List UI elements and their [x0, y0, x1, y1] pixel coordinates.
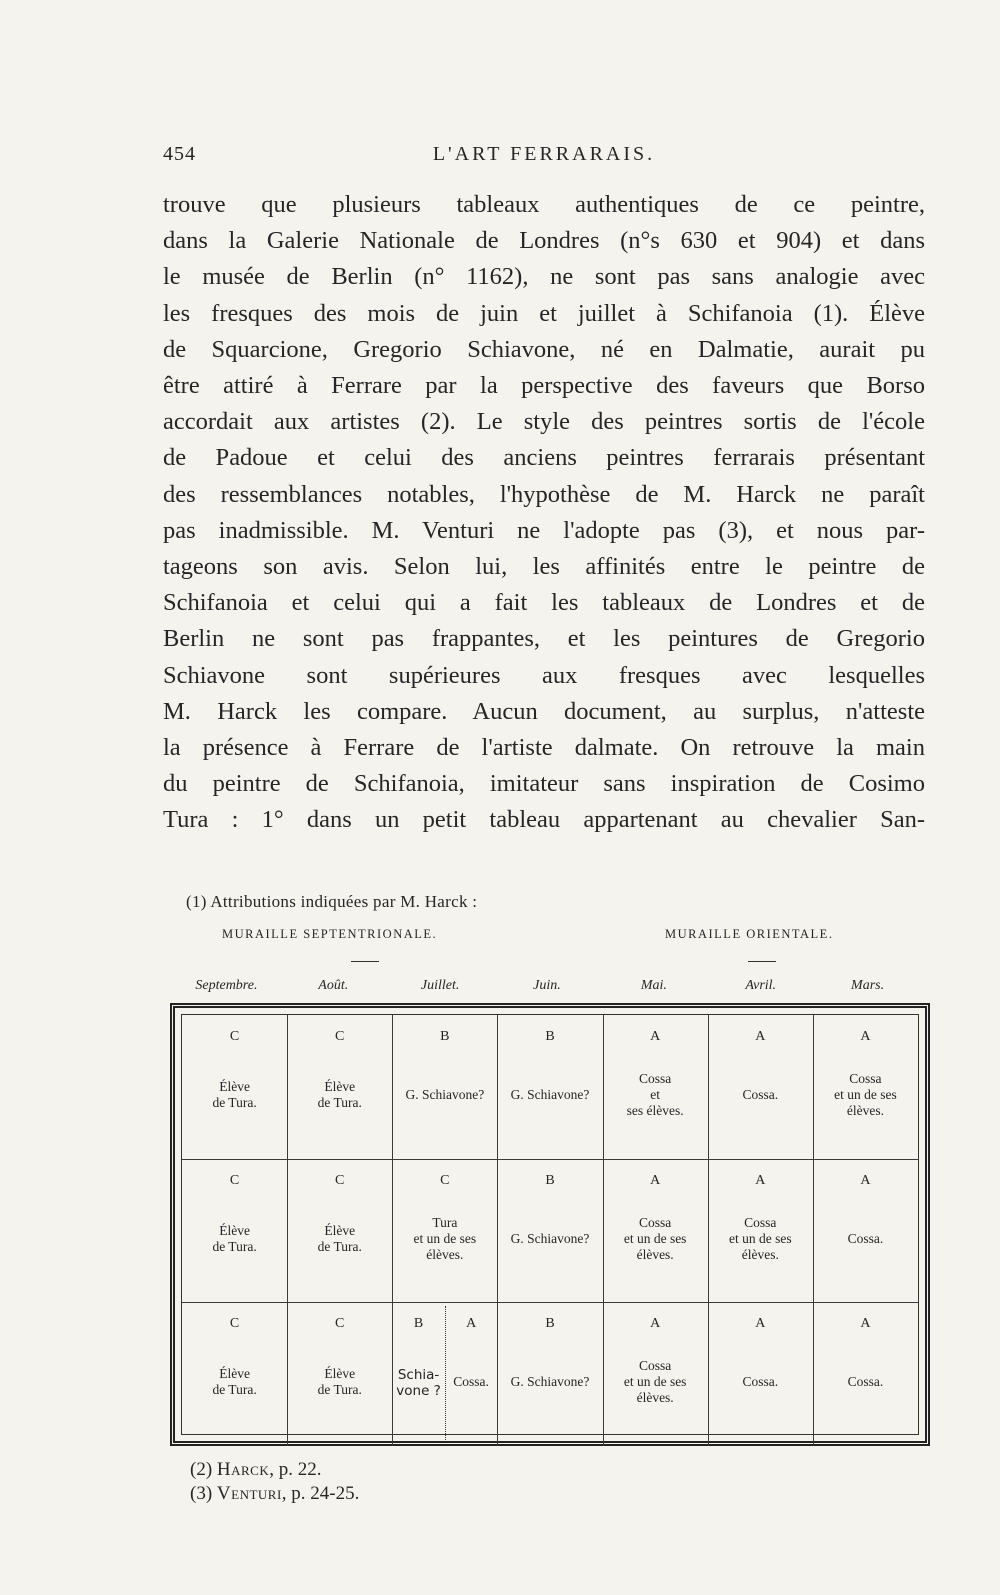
attribution-grade: C	[229, 1172, 240, 1188]
attribution-line: ses élèves.	[626, 1103, 684, 1118]
attribution-text	[497, 1087, 602, 1103]
table-cell	[603, 1159, 708, 1303]
attribution-grade: A	[860, 1029, 871, 1044]
attribution-line: et un de ses	[728, 1230, 792, 1246]
footnote-reference: , p. 22.	[269, 1459, 322, 1480]
attribution-grade: B	[545, 1029, 555, 1044]
split-divider	[445, 1306, 446, 1442]
body-line: le musée de Berlin (n° 1162), ne sont pas sans analogie avec	[163, 263, 925, 291]
body-line: dans la Galerie Nationale de Londres (n°s 630 et 904) et dans	[163, 227, 925, 255]
month-header-row	[175, 978, 935, 998]
attribution-line: élèves.	[846, 1103, 884, 1118]
attribution-text	[287, 1223, 392, 1255]
attribution-line: G. Schiavone?	[510, 1374, 590, 1390]
attribution-line: Cossa	[639, 1358, 672, 1374]
table-cell	[708, 1302, 813, 1446]
attribution-text	[813, 1071, 918, 1119]
attribution-line: Élève	[219, 1366, 250, 1382]
attribution-line: élèves.	[741, 1246, 779, 1262]
attribution-line: G. Schiavone?	[510, 1230, 590, 1246]
table-cell	[392, 1302, 445, 1446]
attribution-line: Élève	[324, 1366, 356, 1382]
attribution-text	[182, 1366, 287, 1398]
attribution-grade: C	[229, 1029, 240, 1044]
attribution-grade: A	[755, 1029, 766, 1044]
attribution-line: de Tura.	[212, 1382, 257, 1398]
table-cell	[813, 1159, 918, 1303]
attribution-grade: C	[335, 1316, 345, 1332]
attribution-line: et un de ses	[623, 1230, 687, 1246]
attribution-line: de Tura.	[317, 1095, 362, 1110]
body-line: Tura : 1° dans un petit tableau appartenant au chevalier San-	[163, 806, 925, 834]
table-cell	[497, 1302, 602, 1446]
attribution-grade: A	[650, 1029, 661, 1044]
attribution-text	[182, 1223, 287, 1255]
footnote-1: (1) Attributions indiquées par M. Harck :	[186, 892, 478, 911]
table-cell	[392, 1015, 497, 1159]
attribution-grade: A	[860, 1316, 871, 1332]
attribution-text	[392, 1215, 497, 1263]
month-label: Avril.	[745, 978, 777, 993]
attribution-text	[603, 1215, 708, 1263]
attribution-line: Cossa.	[847, 1230, 884, 1246]
wall-label-north: MURAILLE SEPTENTRIONALE.	[222, 927, 438, 941]
attribution-text	[392, 1087, 497, 1103]
table-cell	[445, 1302, 498, 1446]
attribution-line: et un de ses	[413, 1230, 477, 1246]
table-cell	[813, 1015, 918, 1159]
body-line: des ressemblances notables, l'hypothèse de M. Harck ne paraît	[163, 480, 925, 508]
attribution-line: Élève	[219, 1079, 250, 1094]
attribution-grade: A	[650, 1172, 661, 1188]
attribution-line: élèves.	[426, 1246, 464, 1262]
attribution-grade: A	[755, 1172, 766, 1188]
body-line: trouve que plusieurs tableaux authentiques de ce peintre,	[163, 191, 925, 218]
footnote-line	[190, 1482, 359, 1506]
month-label: Mai.	[640, 978, 667, 993]
attribution-text	[182, 1079, 287, 1111]
body-line: être attiré à Ferrare par la perspective des faveurs que Borso	[163, 372, 925, 400]
attribution-line: de Tura.	[212, 1238, 257, 1254]
attribution-line: Cossa.	[453, 1374, 489, 1390]
attribution-text	[813, 1231, 918, 1247]
table-cell	[287, 1302, 392, 1446]
attribution-grade: B	[440, 1029, 450, 1044]
attribution-text	[497, 1374, 602, 1390]
footnote-number: (2)	[190, 1459, 213, 1480]
attribution-text	[445, 1374, 498, 1390]
attribution-grade: A	[650, 1316, 661, 1332]
table-cell	[603, 1302, 708, 1446]
month-label: Mars.	[851, 978, 885, 993]
attribution-grade: B	[413, 1316, 424, 1332]
attribution-line: Élève	[324, 1222, 356, 1238]
attribution-grade: C	[335, 1029, 345, 1044]
running-title: L'ART FERRARAIS.	[432, 143, 656, 165]
attribution-line: élèves.	[636, 1390, 674, 1406]
table-cell	[813, 1302, 918, 1446]
body-line: tageons son avis. Selon lui, les affinités entre le peintre de	[163, 553, 925, 581]
attribution-line: de Tura.	[317, 1382, 362, 1398]
attribution-text	[392, 1367, 445, 1399]
body-line: Schifanoia et celui qui a fait les tableaux de Londres et de	[163, 589, 925, 617]
footnote-line	[190, 1458, 359, 1482]
body-line: accordait aux artistes (2). Le style des peintres sortis de l'école	[163, 408, 925, 436]
footnote-author: Venturi	[216, 1483, 282, 1504]
attribution-line: élèves.	[636, 1246, 674, 1262]
attribution-line: Cossa.	[847, 1374, 884, 1390]
attribution-line: de Tura.	[317, 1238, 362, 1254]
wall-rule-north	[351, 961, 379, 962]
page-header	[163, 143, 925, 173]
attribution-line: Cossa	[639, 1214, 672, 1230]
attribution-text	[813, 1374, 918, 1390]
table-cell	[603, 1015, 708, 1159]
body-line: pas inadmissible. M. Venturi ne l'adopte pas (3), et nous par-	[163, 516, 925, 544]
wall-rule-east	[748, 961, 776, 962]
attribution-grade: C	[440, 1172, 450, 1188]
month-label: Septembre.	[195, 978, 258, 993]
table-cell	[708, 1159, 813, 1303]
attribution-line: et un de ses	[623, 1374, 687, 1390]
body-line: M. Harck les compare. Aucun document, au surplus, n'atteste	[163, 697, 925, 725]
body-line: Berlin ne sont pas frappantes, et les peintures de Gregorio	[163, 625, 925, 653]
attribution-line: de Tura.	[212, 1095, 257, 1110]
attribution-text	[708, 1374, 813, 1390]
attribution-line: Élève	[324, 1079, 356, 1094]
table-cell	[182, 1159, 287, 1303]
attribution-line: vone ?	[396, 1383, 441, 1400]
attribution-line: Élève	[219, 1222, 250, 1238]
attribution-grade: A	[466, 1316, 477, 1332]
attribution-grade: A	[755, 1316, 766, 1332]
table-cell	[497, 1015, 602, 1159]
attribution-line: Cossa.	[742, 1087, 779, 1102]
attribution-text	[603, 1358, 708, 1406]
attribution-grade: B	[545, 1172, 555, 1188]
table-cell	[182, 1302, 287, 1446]
table-cell	[708, 1015, 813, 1159]
footnote-number: (3)	[190, 1483, 213, 1504]
attribution-line: et un de ses	[834, 1087, 897, 1102]
table-cell	[497, 1159, 602, 1303]
footnote-reference: , p. 24-25.	[281, 1483, 360, 1504]
attribution-line: G. Schiavone?	[510, 1087, 590, 1102]
attribution-line: Cossa	[849, 1071, 882, 1086]
attribution-text	[708, 1087, 813, 1103]
attribution-line: Schia-	[397, 1367, 440, 1384]
attribution-table-body	[181, 1014, 919, 1435]
body-line: du peintre de Schifanoia, imitateur sans inspiration de Cosimo	[163, 770, 925, 798]
attribution-grade: C	[335, 1172, 345, 1188]
attribution-line: Cossa.	[742, 1374, 779, 1390]
attribution-grade: A	[860, 1172, 871, 1188]
month-label: Juillet.	[420, 978, 460, 993]
attribution-text	[287, 1079, 392, 1111]
body-line: Schiavone sont supérieures aux fresques avec lesquelles	[163, 661, 925, 689]
body-line: la présence à Ferrare de l'artiste dalmate. On retrouve la main	[163, 734, 925, 762]
page-number: 454	[163, 143, 196, 165]
attribution-text	[603, 1071, 708, 1119]
month-label: Juin.	[533, 978, 561, 993]
attribution-line: et	[650, 1087, 660, 1102]
month-label: Août.	[318, 978, 349, 993]
attribution-line: Tura	[432, 1214, 458, 1230]
attribution-line: Cossa	[639, 1071, 672, 1086]
wall-label-east: MURAILLE ORIENTALE.	[665, 927, 834, 941]
body-text	[163, 187, 925, 839]
attribution-line: Cossa	[744, 1214, 777, 1230]
attribution-grade: B	[545, 1316, 555, 1332]
body-line: les fresques des mois de juin et juillet à Schifanoia (1). Élève	[163, 299, 925, 327]
attribution-text	[497, 1231, 602, 1247]
attribution-line: G. Schiavone?	[405, 1087, 485, 1102]
table-cell	[287, 1159, 392, 1303]
footnote-author: Harck	[216, 1459, 270, 1480]
body-line: de Squarcione, Gregorio Schiavone, né en Dalmatie, aurait pu	[163, 335, 925, 363]
attribution-grade: C	[229, 1316, 240, 1332]
footnotes-bottom	[190, 1458, 359, 1506]
attribution-text	[287, 1366, 392, 1398]
attribution-text	[708, 1215, 813, 1263]
body-line: de Padoue et celui des anciens peintres ferrarais présentant	[163, 444, 925, 472]
table-cell	[287, 1015, 392, 1159]
attribution-table	[170, 1003, 930, 1446]
table-cell	[182, 1015, 287, 1159]
table-cell	[392, 1159, 497, 1303]
